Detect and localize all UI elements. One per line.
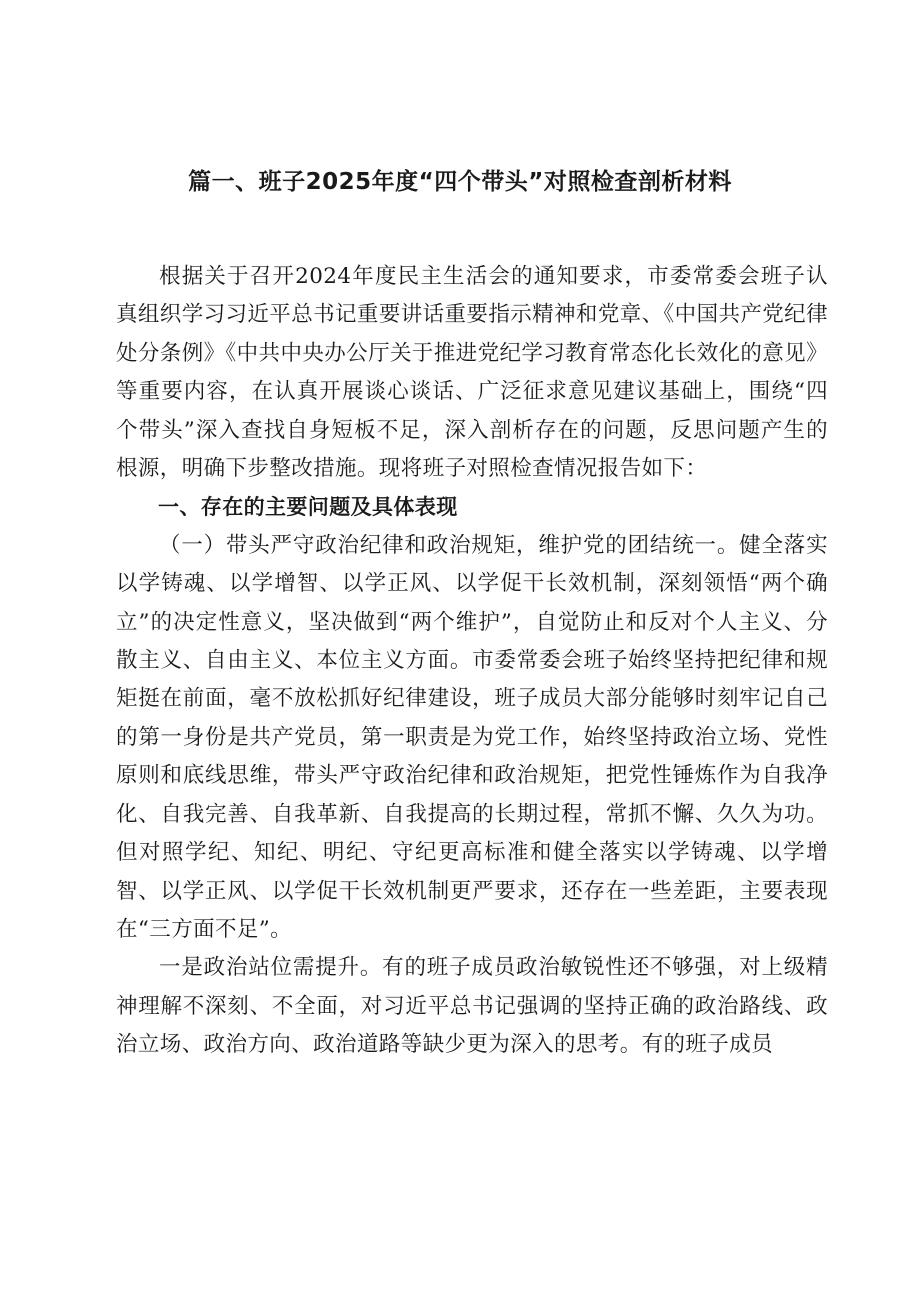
intro-paragraph: 根据关于召开2024年度民主生活会的通知要求，市委常委会班子认真组织学习习近平总书记重要讲话重要指示精神和党章、《中国共产党纪律处分条例》《中共中央办公厅关于推进党纪学习教育常态化长效化的意见》等重要内容，在认真开展谈心谈话、广泛征求意见建议基础上，围绕“四个带头”深入查找自身短板不足，深入剖析存在的问题，反思问题产生的根源，明确下步整改措施。现将班子对照检查情况报告如下： — [116, 264, 828, 482]
subsection-paragraph: （一）带头严守政治纪律和政治规矩，维护党的团结统一。健全落实以学铸魂、以学增智、以学正风、以学促干长效机制，深刻领悟“两个确立”的决定性意义，坚决做到“两个维护”，自觉防止和反对个人主义、分散主义、自由主义、本位主义方面。市委常委会班子始终坚持把纪律和规矩挺在前面，毫不放松抓好纪律建设，班子成员大部分能够时刻牢记自己的第一身份是共产党员，第一职责是为党工作，始终坚持政治立场、党性原则和底线思维，带头严守政治纪律和政治规矩，把党性锤炼作为自我净化、自我完善、自我革新、自我提高的长期过程，常抓不懈、久久为功。但对照学纪、知纪、明纪、守纪更高标准和健全落实以学铸魂、以学增智、以学正风、以学促干长效机制更严要求，还存在一些差距，主要表现在“三方面不足”。 — [116, 532, 828, 942]
document-body — [116, 258, 828, 1065]
point-one-paragraph: 一是政治站位需提升。有的班子成员政治敏锐性还不够强，对上级精神理解不深刻、不全面，对习近平总书记强调的坚持正确的政治路线、政治立场、政治方向、政治道路等缺少更为深入的思考。有的班子成员 — [116, 955, 828, 1058]
document-title: 篇一、班子2025年度“四个带头”对照检查剖析材料 — [188, 169, 732, 195]
section-heading: 一、存在的主要问题及具体表现 — [158, 495, 458, 520]
